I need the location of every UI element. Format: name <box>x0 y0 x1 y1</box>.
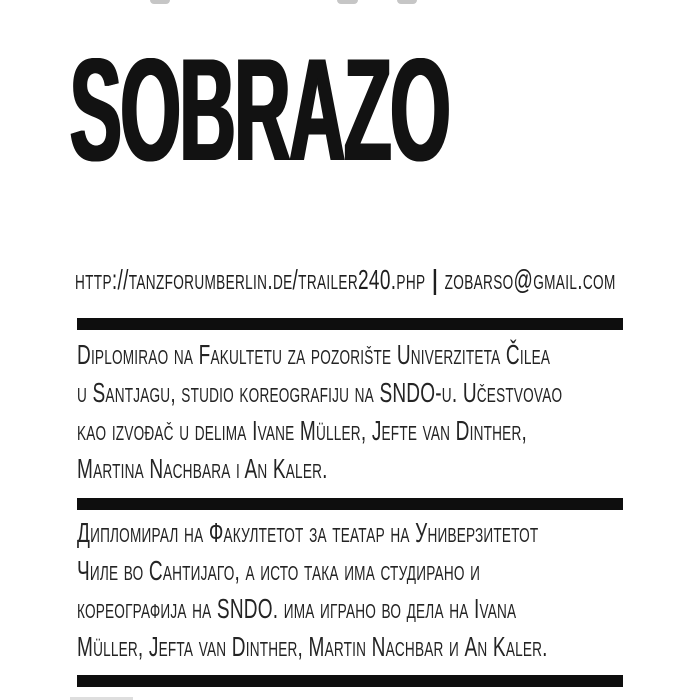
bio-line: kao izvođač u delima Ivane Müller, Jefte van Dinther, <box>77 415 527 446</box>
divider-bar-bottom <box>77 675 623 687</box>
contact-line <box>75 263 616 297</box>
bio-line: Müller, Jefta van Dinther, Martin Nachbar и An Kaler. <box>77 631 548 662</box>
separator: | <box>432 264 438 295</box>
bio-line: u Santjagu, studio koreografiju na SNDO-u. Učestvovao <box>77 377 563 408</box>
website-link[interactable]: http://tanzforumberlin.de/trailer240.php <box>75 264 426 295</box>
bio-line: Martina Nachbara i An Kaler. <box>77 453 328 484</box>
cropped-text-remnant <box>397 0 417 4</box>
bio-paragraph-serbian <box>77 336 562 488</box>
divider-bar-top <box>77 318 623 330</box>
cropped-text-remnant <box>150 0 170 4</box>
divider-bar-middle <box>77 498 623 510</box>
page-title: SOBRAZO <box>70 28 450 191</box>
email-link[interactable]: zobarso@gmail.com <box>444 264 616 295</box>
bio-paragraph-macedonian <box>77 514 548 666</box>
bio-line: Diplomirao na Fakultetu za pozorište Univerziteta Čilea <box>77 339 551 370</box>
bio-line: кореографија на SNDO. има играно во дела на Ivana <box>77 593 517 624</box>
cropped-text-remnant <box>337 0 358 4</box>
bio-line: Чиле во Сантијаго, а исто така има студирано и <box>77 555 481 586</box>
bio-line: Дипломирал на Факултетот за театар на Универзитетот <box>77 517 539 548</box>
